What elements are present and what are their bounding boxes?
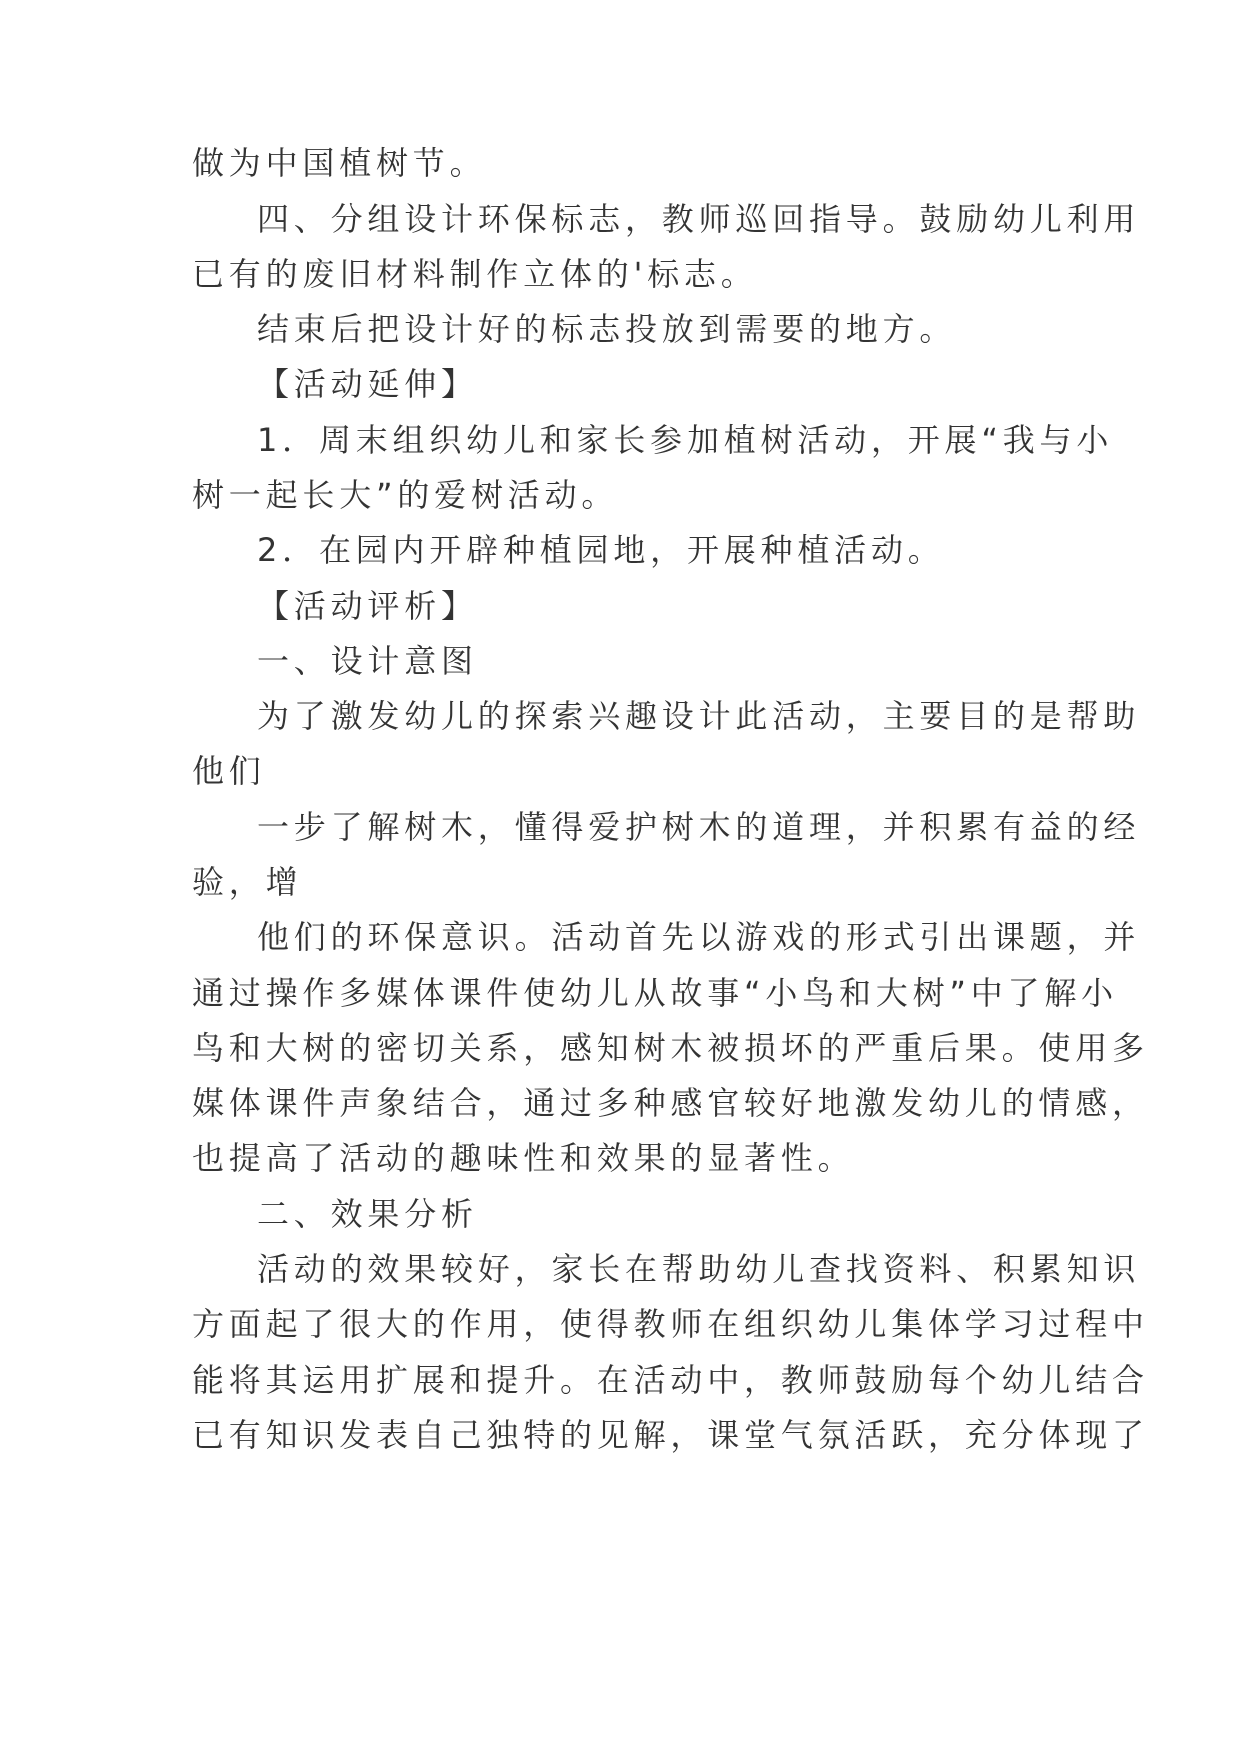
text-line: 1．周末组织幼儿和家长参加植树活动，开展“我与小 [257,421,1114,459]
text-line: 已有知识发表自己独特的见解，课堂气氛活跃，充分体现了 [192,1416,1149,1454]
text-line: 能将其运用扩展和提升。在活动中，教师鼓励每个幼儿结合 [192,1361,1149,1399]
text-line: 验，增 [192,863,303,901]
text-line: 树一起长大”的爱树活动。 [192,476,619,514]
text-line: 媒体课件声象结合，通过多种感官较好地激发幼儿的情感， [192,1084,1149,1122]
text-line: 通过操作多媒体课件使幼儿从故事“小鸟和大树”中了解小 [192,974,1118,1012]
text-line: 2．在园内开辟种植园地，开展种植活动。 [257,531,945,569]
subsection-heading: 二、效果分析 [257,1195,478,1233]
text-line: 一步了解树木，懂得爱护树木的道理，并积累有益的经 [257,808,1141,846]
section-heading: 【活动评析】 [257,587,478,625]
text-line: 四、分组设计环保标志，教师巡回指导。鼓励幼儿利用 [257,200,1141,238]
text-line: 做为中国植树节。 [192,144,487,182]
text-line: 他们的环保意识。活动首先以游戏的形式引出课题，并 [257,918,1141,956]
text-line: 也提高了活动的趣味性和效果的显著性。 [192,1139,855,1177]
section-heading: 【活动延伸】 [257,365,478,403]
text-line: 他们 [192,752,266,790]
text-line: 活动的效果较好，家长在帮助幼儿查找资料、积累知识 [257,1250,1141,1288]
text-line: 方面起了很大的作用，使得教师在组织幼儿集体学习过程中 [192,1305,1149,1343]
text-line: 鸟和大树的密切关系，感知树木被损坏的严重后果。使用多 [192,1029,1149,1067]
subsection-heading: 一、设计意图 [257,642,478,680]
text-line: 结束后把设计好的标志投放到需要的地方。 [257,310,957,348]
text-line: 已有的废旧材料制作立体的'标志。 [192,255,758,293]
text-line: 为了激发幼儿的探索兴趣设计此活动，主要目的是帮助 [257,697,1141,735]
